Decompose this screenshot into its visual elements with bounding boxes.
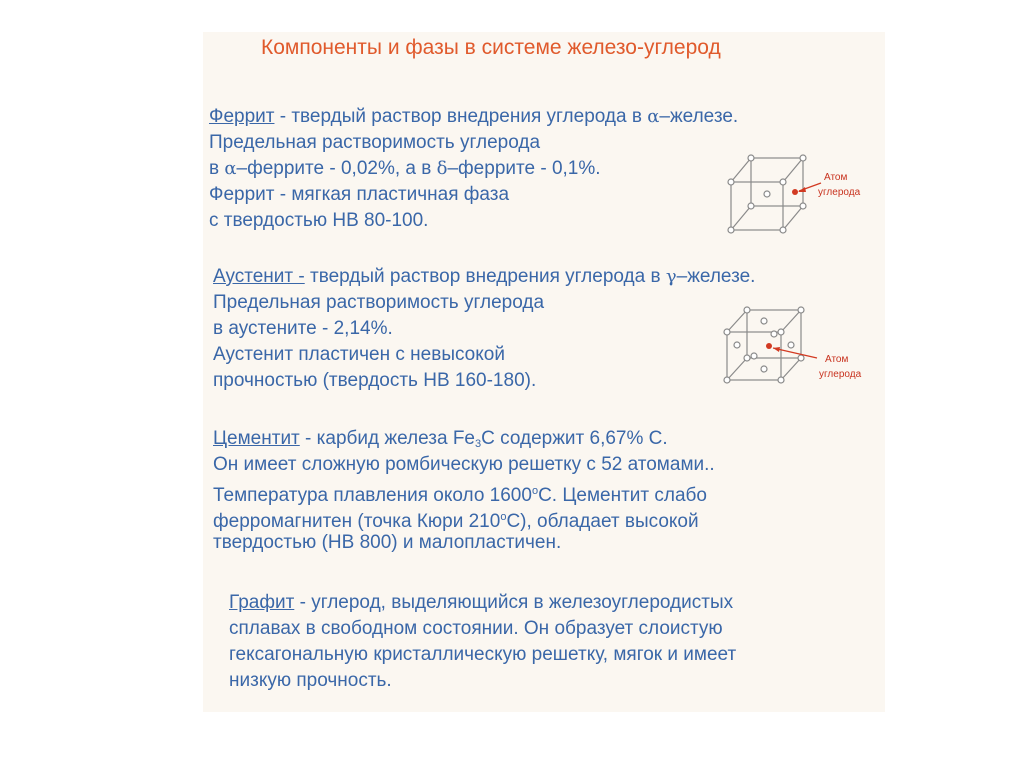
ferrite-line-2: Предельная растворимость углерода xyxy=(209,132,541,153)
austenite-line-2: Предельная растворимость углерода xyxy=(213,292,545,313)
graphite-term: Графит xyxy=(229,592,295,613)
graphite-line-1: Графит - углерод, выделяющийся в железоуглеродистых xyxy=(229,592,734,613)
austenite-line-4: Аустенит пластичен с невысокой xyxy=(213,344,505,365)
cementite-line-4: ферромагнитен (точка Кюри $210^оС$), обладает высокой xyxy=(213,511,699,532)
fcc-label-line-2: углерода xyxy=(819,369,862,380)
cementite-term: Цементит xyxy=(213,428,300,449)
fcc-label-line-1: Атом xyxy=(825,354,849,365)
slide-page xyxy=(203,32,885,712)
austenite-line-5: прочностью (твердость НВ 160-180). xyxy=(213,370,537,391)
cementite-section xyxy=(213,426,715,556)
cementite-line-2: Он имеет сложную ромбическую решетку с 52 атомами.. xyxy=(213,454,715,475)
graphite-section xyxy=(229,590,736,694)
fcc-carbon-atom xyxy=(766,343,772,349)
bcc-lattice-diagram xyxy=(723,150,883,240)
austenite-line-1: Аустенит - твердый раствор внедрения углерода в γ–железе. xyxy=(213,266,756,287)
austenite-term: Аустенит - xyxy=(213,266,305,287)
graphite-line-2: сплавах в свободном состоянии. Он образует слоистую xyxy=(229,618,723,639)
graphite-line-3: гексагональную кристаллическую решетку, мягок и имеет xyxy=(229,644,737,665)
slide-title: Компоненты и фазы в системе железо-углерод xyxy=(261,36,721,59)
ferrite-section xyxy=(209,104,738,234)
ferrite-line-4: Феррит - мягкая пластичная фаза xyxy=(209,184,510,205)
bcc-carbon-atom xyxy=(792,189,798,195)
graphite-line-4: низкую прочность. xyxy=(229,670,392,691)
cementite-line-5: твердостью (НВ 800) и малопластичен. xyxy=(213,532,562,553)
fcc-front-face-atom xyxy=(751,353,757,359)
austenite-line-3: в аустените - 2,14%. xyxy=(213,318,393,339)
austenite-section xyxy=(213,264,755,394)
ferrite-line-1: Феррит - твердый раствор внедрения углерода в α–железе. xyxy=(209,106,739,127)
ferrite-term: Феррит xyxy=(209,106,275,127)
fcc-arrow xyxy=(773,348,817,358)
bcc-label-line-2: углерода xyxy=(818,187,861,198)
ferrite-line-5: с твердостью НВ 80-100. xyxy=(209,210,429,231)
cementite-line-1: Цементит - карбид железа $Fe_3C$ содержит 6,67% С. xyxy=(213,428,668,450)
cementite-line-3: Температура плавления около $1600^оС$. Цементит слабо xyxy=(213,485,707,506)
bcc-center-atom xyxy=(764,191,770,197)
bcc-label-line-1: Атом xyxy=(824,172,848,183)
ferrite-line-3: в α–феррите - 0,02%, а в δ–феррите - 0,1%. xyxy=(209,158,601,179)
fcc-lattice-diagram xyxy=(719,304,883,388)
